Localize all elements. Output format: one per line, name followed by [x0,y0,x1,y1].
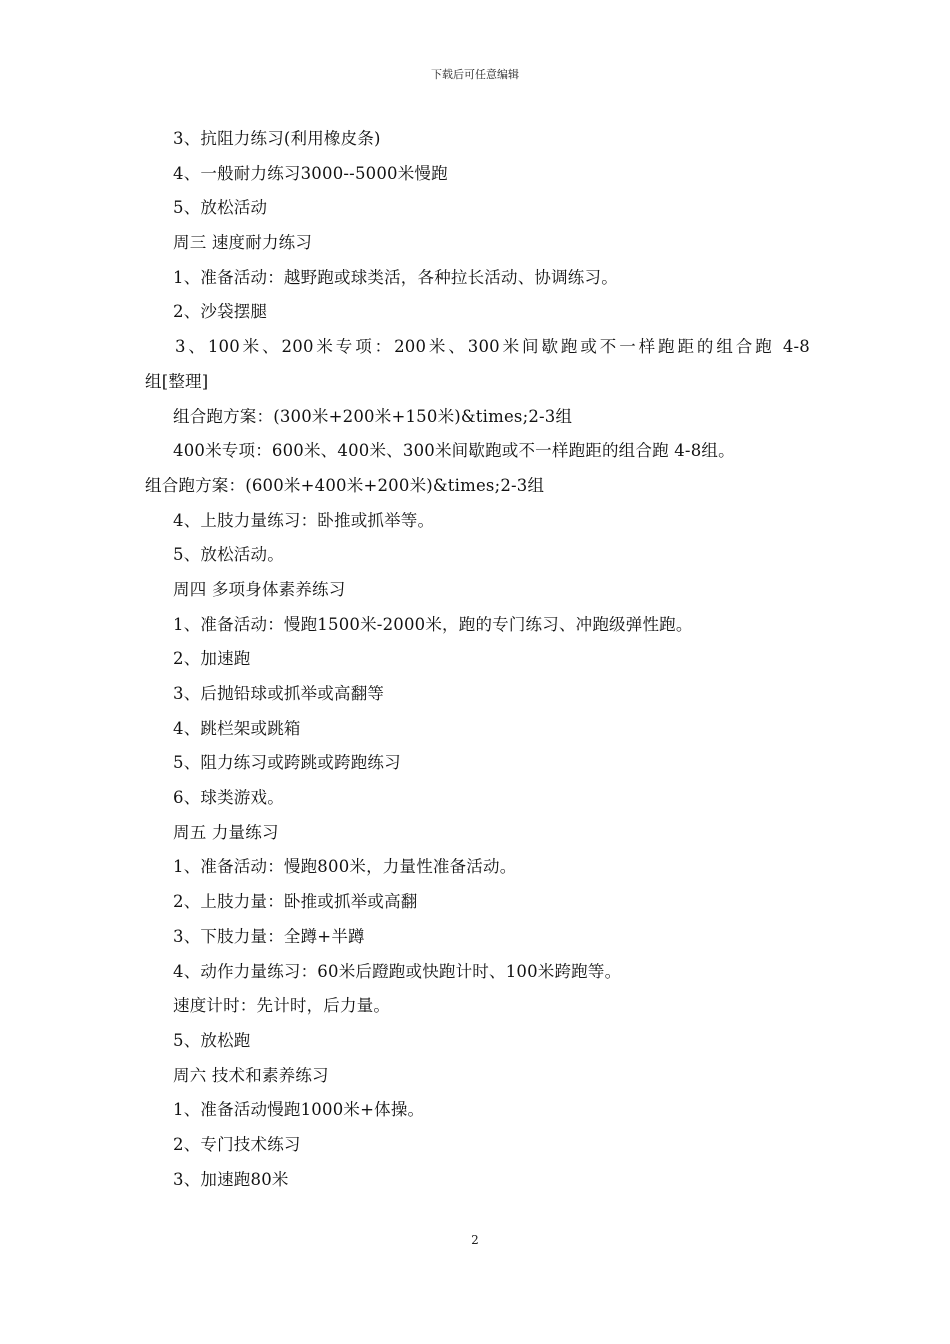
paragraph-line: 组合跑方案：(300米+200米+150米)&times;2-3组 [173,406,573,426]
paragraph-line: 3、加速跑80米 [173,1169,289,1189]
paragraph-line: 4、动作力量练习：60米后蹬跑或快跑计时、100米跨跑等。 [173,961,622,981]
paragraph-line: 1、准备活动：慢跑1500米-2000米，跑的专门练习、冲跑级弹性跑。 [173,614,693,634]
paragraph-line: 4、上肢力量练习：卧推或抓举等。 [173,510,435,530]
paragraph-line: 1、准备活动慢跑1000米+体操。 [173,1100,425,1120]
paragraph-line: 4、跳栏架或跳箱 [173,718,301,738]
page-number: 2 [471,1233,479,1247]
paragraph-line-continuation: 组[整理] [145,371,209,391]
paragraph-line: 1、准备活动：慢跑800米，力量性准备活动。 [173,857,517,877]
paragraph-line: 3、抗阻力练习(利用橡皮条) [173,129,381,148]
paragraph-line: 2、加速跑 [173,649,251,669]
section-heading-thursday: 周四 多项身体素养练习 [173,579,346,599]
paragraph-line: 4、一般耐力练习3000--5000米慢跑 [173,163,448,183]
paragraph-line: 5、放松跑 [173,1030,251,1050]
page-header: 下载后可任意编辑 [431,68,519,81]
paragraph-line: 2、上肢力量：卧推或抓举或高翻 [173,892,418,912]
paragraph-line: 3、下肢力量：全蹲+半蹲 [173,926,365,946]
paragraph-line: 2、沙袋摆腿 [173,302,268,322]
paragraph-line: 3、后抛铅球或抓举或高翻等 [173,684,385,703]
paragraph-line-continuation: 组合跑方案：(600米+400米+200米)&times;2-3组 [145,475,545,495]
section-heading-wednesday: 周三 速度耐力练习 [173,233,313,253]
document-body [145,122,810,1197]
paragraph-line: 5、放松活动。 [173,545,284,565]
paragraph-line: 2、专门技术练习 [173,1134,301,1154]
paragraph-line: 5、阻力练习或跨跳或跨跑练习 [173,753,401,773]
section-heading-saturday: 周六 技术和素养练习 [173,1065,329,1085]
paragraph-line: 速度计时：先计时，后力量。 [173,996,391,1016]
paragraph-line: 5、放松活动 [173,198,268,218]
section-heading-friday: 周五 力量练习 [173,822,279,842]
paragraph-line: 1、准备活动：越野跑或球类活，各种拉长活动、协调练习。 [173,267,618,287]
paragraph-line: 400米专项：600米、400米、300米间歇跑或不一样跑距的组合跑 4-8组。 [173,441,735,461]
paragraph-line: 6、球类游戏。 [173,788,284,808]
paragraph-line: 3、100米、200米专项：200米、300米间歇跑或不一样跑距的组合跑 4-8 [175,337,810,357]
